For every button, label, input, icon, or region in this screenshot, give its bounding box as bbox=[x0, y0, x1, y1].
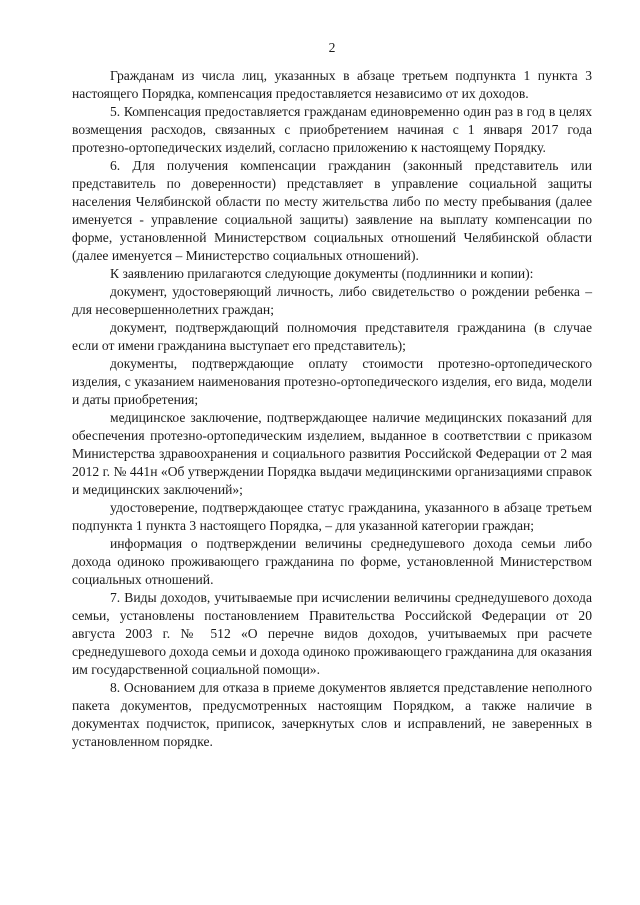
list-item-representative-authority: документ, подтверждающий полномочия представителя гражданина (в случае если от имени гражданина выступает его представитель); bbox=[72, 320, 592, 353]
list-item-medical-conclusion: медицинское заключение, подтверждающее наличие медицинских показаний для обеспечения протезно-ортопедическим изделием, выданное в соответствии с приказом Министерства здравоохранения и социального развития Российской Федерации от 2 мая 2012 г. № 441н «Об утверждении Порядка выдачи медицинскими организациями справок и медицинских заключений»; bbox=[72, 410, 592, 497]
paragraph-6-application: 6. Для получения компенсации гражданин (законный представитель или представитель по доверенности) представляет в управление социальной защиты населения Челябинской области по месту жительства либо по месту пребывания (далее именуется - управление социальной защиты) заявление на выплату компенсации по форме, установленной Министерством социальных отношений Челябинской области (далее именуется – Министерство социальных отношений). bbox=[72, 158, 592, 263]
document-page bbox=[72, 38, 592, 751]
page-number: 2 bbox=[328, 40, 336, 55]
list-item-identity-document: документ, удостоверяющий личность, либо свидетельство о рождении ребенка – для несовершеннолетних граждан; bbox=[72, 284, 592, 317]
paragraph-8-refusal-grounds: 8. Основанием для отказа в приеме документов является представление неполного пакета документов, предусмотренных настоящим Порядком, а также наличие в документах подчисток, приписок, зачеркнутых слов и исправлений, не заверенных в установленном порядке. bbox=[72, 680, 592, 749]
list-item-income-information: информация о подтверждении величины среднедушевого дохода семьи либо дохода одиноко проживающего гражданина по форме, установленной Министерством социальных отношений. bbox=[72, 536, 592, 587]
paragraph-5-compensation-frequency: 5. Компенсация предоставляется гражданам единовременно один раз в год в целях возмещения расходов, связанных с приобретением начиная с 1 января 2017 года протезно-ортопедических изделий, согласно приложению к настоящему Порядку. bbox=[72, 104, 592, 155]
list-item-status-certificate: удостоверение, подтверждающее статус гражданина, указанного в абзаце третьем подпункта 1 пункта 3 настоящего Порядка, – для указанной категории граждан; bbox=[72, 500, 592, 533]
document-body bbox=[72, 67, 592, 751]
paragraph-attached-documents: К заявлению прилагаются следующие документы (подлинники и копии): bbox=[110, 266, 534, 281]
paragraph-income-exemption: Гражданам из числа лиц, указанных в абзаце третьем подпункта 1 пункта 3 настоящего Порядка, компенсация предоставляется независимо от их доходов. bbox=[72, 68, 592, 101]
list-item-payment-documents: документы, подтверждающие оплату стоимости протезно-ортопедического изделия, с указанием наименования протезно-ортопедического изделия, его вида, модели и даты приобретения; bbox=[72, 356, 592, 407]
paragraph-7-income-types: 7. Виды доходов, учитываемые при исчислении величины среднедушевого дохода семьи, установлены постановлением Правительства Российской Федерации от 20 августа 2003 г. № 512 «О перечне видов доходов, учитываемых при расчете среднедушевого дохода семьи и дохода одиноко проживающего гражданина для оказания им государственной социальной помощи». bbox=[72, 590, 592, 677]
